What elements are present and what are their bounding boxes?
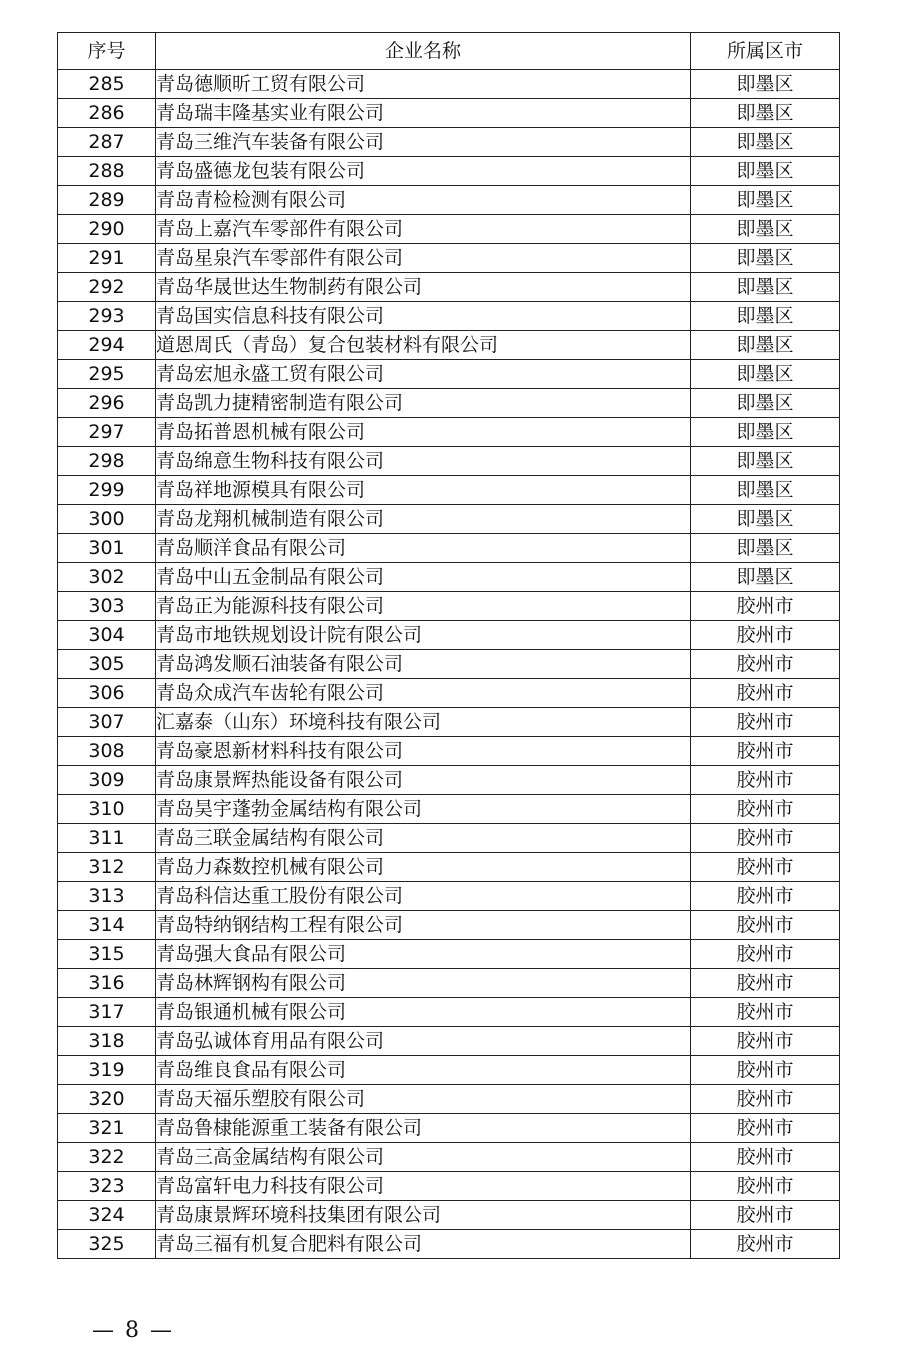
cell-seq: 294: [58, 331, 156, 360]
cell-region: 胶州市: [691, 592, 840, 621]
cell-company-name: 青岛青检检测有限公司: [156, 186, 691, 215]
table-row: [58, 940, 840, 969]
cell-company-name: 青岛龙翔机械制造有限公司: [156, 505, 691, 534]
cell-region: 即墨区: [691, 70, 840, 99]
table-row: [58, 70, 840, 99]
table-row: [58, 244, 840, 273]
cell-company-name: 青岛祥地源模具有限公司: [156, 476, 691, 505]
table-row: [58, 157, 840, 186]
cell-seq: 286: [58, 99, 156, 128]
cell-region: 即墨区: [691, 563, 840, 592]
cell-company-name: 青岛康景辉环境科技集团有限公司: [156, 1201, 691, 1230]
cell-company-name: 青岛维良食品有限公司: [156, 1056, 691, 1085]
cell-company-name: 青岛众成汽车齿轮有限公司: [156, 679, 691, 708]
page-number: — 8 —: [92, 1318, 174, 1343]
cell-region: 胶州市: [691, 1172, 840, 1201]
cell-region: 即墨区: [691, 244, 840, 273]
cell-region: 胶州市: [691, 650, 840, 679]
table-body: [58, 70, 840, 1259]
table-row: [58, 766, 840, 795]
cell-seq: 295: [58, 360, 156, 389]
cell-company-name: 青岛康景辉热能设备有限公司: [156, 766, 691, 795]
table-row: [58, 1114, 840, 1143]
cell-company-name: 青岛中山五金制品有限公司: [156, 563, 691, 592]
table-row: [58, 215, 840, 244]
table-row: [58, 911, 840, 940]
table-row: [58, 534, 840, 563]
cell-region: 即墨区: [691, 302, 840, 331]
cell-company-name: 青岛绵意生物科技有限公司: [156, 447, 691, 476]
cell-company-name: 青岛华晟世达生物制药有限公司: [156, 273, 691, 302]
cell-company-name: 青岛市地铁规划设计院有限公司: [156, 621, 691, 650]
cell-seq: 320: [58, 1085, 156, 1114]
cell-company-name: 青岛上嘉汽车零部件有限公司: [156, 215, 691, 244]
cell-region: 胶州市: [691, 969, 840, 998]
cell-region: 即墨区: [691, 534, 840, 563]
cell-company-name: 青岛顺洋食品有限公司: [156, 534, 691, 563]
table-row: [58, 186, 840, 215]
table-row: [58, 1143, 840, 1172]
cell-seq: 287: [58, 128, 156, 157]
cell-region: 胶州市: [691, 766, 840, 795]
table-row: [58, 969, 840, 998]
cell-region: 即墨区: [691, 476, 840, 505]
cell-seq: 292: [58, 273, 156, 302]
table-row: [58, 302, 840, 331]
cell-company-name: 青岛德顺昕工贸有限公司: [156, 70, 691, 99]
cell-company-name: 青岛鸿发顺石油装备有限公司: [156, 650, 691, 679]
header-seq: 序号: [58, 33, 156, 70]
cell-region: 即墨区: [691, 389, 840, 418]
table-row: [58, 824, 840, 853]
table-row: [58, 418, 840, 447]
cell-seq: 312: [58, 853, 156, 882]
table-row: [58, 1230, 840, 1259]
cell-seq: 293: [58, 302, 156, 331]
cell-seq: 321: [58, 1114, 156, 1143]
cell-company-name: 青岛宏旭永盛工贸有限公司: [156, 360, 691, 389]
cell-region: 即墨区: [691, 331, 840, 360]
cell-seq: 291: [58, 244, 156, 273]
cell-region: 胶州市: [691, 824, 840, 853]
cell-company-name: 青岛瑞丰隆基实业有限公司: [156, 99, 691, 128]
cell-region: 即墨区: [691, 447, 840, 476]
cell-company-name: 青岛强大食品有限公司: [156, 940, 691, 969]
table-row: [58, 447, 840, 476]
cell-region: 胶州市: [691, 1056, 840, 1085]
cell-company-name: 汇嘉泰（山东）环境科技有限公司: [156, 708, 691, 737]
cell-seq: 298: [58, 447, 156, 476]
table-row: [58, 389, 840, 418]
cell-seq: 288: [58, 157, 156, 186]
table-row: [58, 679, 840, 708]
cell-seq: 301: [58, 534, 156, 563]
cell-region: 胶州市: [691, 1114, 840, 1143]
table-row: [58, 1056, 840, 1085]
table-row: [58, 998, 840, 1027]
cell-region: 即墨区: [691, 215, 840, 244]
cell-company-name: 青岛弘诚体育用品有限公司: [156, 1027, 691, 1056]
table-header-row: [58, 33, 840, 70]
cell-region: 即墨区: [691, 505, 840, 534]
table-row: [58, 1027, 840, 1056]
cell-seq: 303: [58, 592, 156, 621]
cell-company-name: 青岛林辉钢构有限公司: [156, 969, 691, 998]
table-row: [58, 1085, 840, 1114]
cell-company-name: 青岛国实信息科技有限公司: [156, 302, 691, 331]
table-row: [58, 505, 840, 534]
table-row: [58, 99, 840, 128]
cell-company-name: 青岛科信达重工股份有限公司: [156, 882, 691, 911]
cell-seq: 322: [58, 1143, 156, 1172]
table-row: [58, 273, 840, 302]
cell-company-name: 青岛天福乐塑胶有限公司: [156, 1085, 691, 1114]
cell-region: 胶州市: [691, 940, 840, 969]
cell-company-name: 青岛三维汽车装备有限公司: [156, 128, 691, 157]
cell-company-name: 青岛三福有机复合肥料有限公司: [156, 1230, 691, 1259]
cell-region: 胶州市: [691, 737, 840, 766]
cell-region: 胶州市: [691, 1230, 840, 1259]
company-table: [57, 32, 840, 1259]
cell-region: 胶州市: [691, 621, 840, 650]
cell-seq: 319: [58, 1056, 156, 1085]
cell-seq: 299: [58, 476, 156, 505]
cell-seq: 325: [58, 1230, 156, 1259]
cell-company-name: 青岛特纳钢结构工程有限公司: [156, 911, 691, 940]
table-row: [58, 1201, 840, 1230]
cell-company-name: 道恩周氏（青岛）复合包装材料有限公司: [156, 331, 691, 360]
cell-region: 胶州市: [691, 708, 840, 737]
table-row: [58, 882, 840, 911]
cell-company-name: 青岛正为能源科技有限公司: [156, 592, 691, 621]
cell-company-name: 青岛凯力捷精密制造有限公司: [156, 389, 691, 418]
cell-company-name: 青岛昊宇蓬勃金属结构有限公司: [156, 795, 691, 824]
cell-region: 胶州市: [691, 1143, 840, 1172]
cell-region: 即墨区: [691, 157, 840, 186]
cell-company-name: 青岛银通机械有限公司: [156, 998, 691, 1027]
cell-region: 胶州市: [691, 882, 840, 911]
cell-region: 胶州市: [691, 795, 840, 824]
cell-seq: 302: [58, 563, 156, 592]
header-company-name: 企业名称: [156, 33, 691, 70]
cell-seq: 290: [58, 215, 156, 244]
cell-seq: 309: [58, 766, 156, 795]
cell-seq: 315: [58, 940, 156, 969]
cell-seq: 324: [58, 1201, 156, 1230]
table-row: [58, 737, 840, 766]
cell-seq: 308: [58, 737, 156, 766]
table-row: [58, 360, 840, 389]
cell-seq: 314: [58, 911, 156, 940]
cell-company-name: 青岛鲁棣能源重工装备有限公司: [156, 1114, 691, 1143]
cell-seq: 307: [58, 708, 156, 737]
cell-seq: 316: [58, 969, 156, 998]
table-row: [58, 708, 840, 737]
cell-seq: 310: [58, 795, 156, 824]
table-row: [58, 650, 840, 679]
table-row: [58, 853, 840, 882]
cell-company-name: 青岛拓普恩机械有限公司: [156, 418, 691, 447]
cell-region: 胶州市: [691, 1201, 840, 1230]
table-row: [58, 476, 840, 505]
cell-company-name: 青岛力森数控机械有限公司: [156, 853, 691, 882]
cell-seq: 306: [58, 679, 156, 708]
cell-seq: 323: [58, 1172, 156, 1201]
cell-region: 即墨区: [691, 273, 840, 302]
table-row: [58, 563, 840, 592]
table-row: [58, 592, 840, 621]
cell-seq: 313: [58, 882, 156, 911]
table-row: [58, 621, 840, 650]
table-row: [58, 1172, 840, 1201]
cell-company-name: 青岛豪恩新材料科技有限公司: [156, 737, 691, 766]
cell-region: 即墨区: [691, 360, 840, 389]
cell-company-name: 青岛三高金属结构有限公司: [156, 1143, 691, 1172]
cell-region: 胶州市: [691, 1085, 840, 1114]
cell-company-name: 青岛富轩电力科技有限公司: [156, 1172, 691, 1201]
cell-company-name: 青岛盛德龙包装有限公司: [156, 157, 691, 186]
header-region: 所属区市: [691, 33, 840, 70]
cell-seq: 317: [58, 998, 156, 1027]
cell-region: 胶州市: [691, 911, 840, 940]
cell-seq: 304: [58, 621, 156, 650]
cell-seq: 289: [58, 186, 156, 215]
cell-seq: 285: [58, 70, 156, 99]
cell-seq: 318: [58, 1027, 156, 1056]
cell-seq: 297: [58, 418, 156, 447]
cell-seq: 300: [58, 505, 156, 534]
cell-region: 即墨区: [691, 186, 840, 215]
cell-region: 即墨区: [691, 418, 840, 447]
cell-region: 胶州市: [691, 998, 840, 1027]
cell-company-name: 青岛星泉汽车零部件有限公司: [156, 244, 691, 273]
cell-seq: 305: [58, 650, 156, 679]
cell-seq: 296: [58, 389, 156, 418]
cell-region: 胶州市: [691, 853, 840, 882]
table-row: [58, 795, 840, 824]
table-row: [58, 331, 840, 360]
cell-region: 即墨区: [691, 99, 840, 128]
cell-region: 胶州市: [691, 679, 840, 708]
cell-company-name: 青岛三联金属结构有限公司: [156, 824, 691, 853]
cell-seq: 311: [58, 824, 156, 853]
table-row: [58, 128, 840, 157]
cell-region: 即墨区: [691, 128, 840, 157]
cell-region: 胶州市: [691, 1027, 840, 1056]
